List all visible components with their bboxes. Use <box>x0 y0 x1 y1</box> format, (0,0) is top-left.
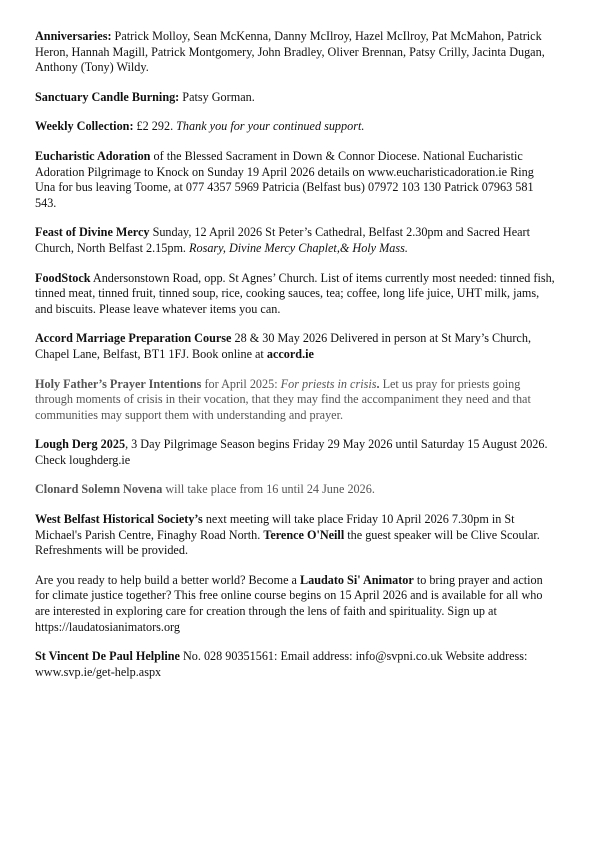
svp-label: St Vincent De Paul Helpline <box>35 649 180 664</box>
laudato-label: Laudato Si' Animator <box>299 572 414 587</box>
eucharistic-adoration-notice <box>35 149 557 211</box>
accord-course-notice <box>35 331 557 362</box>
collection-label: Weekly Collection: <box>35 119 134 134</box>
clonard-novena-notice <box>35 482 557 498</box>
historical-label: West Belfast Historical Society’s <box>35 512 203 527</box>
accord-label: Accord Marriage Preparation Course <box>35 331 232 346</box>
foodstock-label: FoodStock <box>35 270 91 285</box>
laudato-si-notice <box>35 573 557 635</box>
prayer-intentions-notice <box>35 377 557 424</box>
laudato-text: to bring prayer and action for climate justice together? This free online course begins on 15 April 2026 and is available for all who are interested in exploring care for creation through the lens of faith and spirituality. Sign up at https://laudatosianimators.org <box>35 572 543 634</box>
prayer-text: for April 2025: <box>201 376 281 391</box>
lough-label: Lough Derg 2025 <box>35 437 126 452</box>
historical-text: next meeting will take place Friday 10 April 2026 7.30pm in St Michael's Parish Centre, Finaghy Road North. <box>35 512 515 542</box>
historical-society-notice <box>35 512 557 559</box>
sanctuary-candle-notice <box>35 90 557 106</box>
adoration-label: Eucharistic Adoration <box>35 148 151 163</box>
adoration-text: of the Blessed Sacrament in Down & Connor Diocese. National Eucharistic Adoration Pilgrimage to Knock on Sunday 19 April 2026 details on www.eucharisticadoration.ie Ring Una for bus leaving Toome, at 077 4357 5969 Patricia (Belfast bus) 07972 103 130 Patrick 07963 581 543. <box>35 148 534 210</box>
prayer-italic: For priests in crisis <box>280 376 377 391</box>
accord-link[interactable]: accord.ie <box>266 346 314 361</box>
clonard-text: will take place from 16 until 24 June 2026. <box>162 482 375 497</box>
foodstock-notice <box>35 271 557 318</box>
accord-text: 28 & 30 May 2026 Delivered in person at St Mary’s Church, Chapel Lane, Belfast, BT1 1FJ. Book online at <box>35 331 531 361</box>
lough-text: , 3 Day Pilgrimage Season begins Friday 29 May 2026 until Saturday 15 August 2026. Check loughderg.ie <box>35 437 548 467</box>
laudato-pre: Are you ready to help build a better world? Become a <box>35 572 300 587</box>
anniversaries-names: Patrick Molloy, Sean McKenna, Danny McIlroy, Hazel McIlroy, Pat McMahon, Patrick Heron, Hannah Magill, Patrick Montgomery, John Bradley, Oliver Brennan, Patsy Crilly, Jacinta Dugan, Anthony (Tony) Wildy. <box>35 29 545 75</box>
svp-text: No. 028 90351561: Email address: info@svpni.co.uk Website address: www.svp.ie/get-help.aspx <box>35 649 528 679</box>
prayer-rest: Let us pray for priests going through moments of crisis in their vocation, that they may find the accompaniment they need and that communities may support them with understanding and prayer. <box>35 376 531 422</box>
sanctuary-label: Sanctuary Candle Burning: <box>35 89 180 104</box>
foodstock-text: Andersonstown Road, opp. St Agnes’ Church. List of items currently most needed: tinned fish, tinned meat, tinned fruit, tinned soup, rice, cooking sauces, tea; coffee, long life juice, UHT milk, jams, and biscuits. Please leave whatever items you can. <box>35 270 555 316</box>
clonard-label: Clonard Solemn Novena <box>35 482 163 497</box>
anniversaries-notice <box>35 29 557 76</box>
sanctuary-name: Patsy Gorman. <box>179 89 255 104</box>
historical-rest: the guest speaker will be Clive Scoular. Refreshments will be provided. <box>35 527 540 558</box>
weekly-collection-notice <box>35 119 557 135</box>
anniversaries-label: Anniversaries: <box>35 29 112 43</box>
prayer-label: Holy Father’s Prayer Intentions <box>35 376 202 391</box>
collection-amount: £2 292. <box>133 119 177 134</box>
mercy-italic: Rosary, Divine Mercy Chaplet,& Holy Mass. <box>189 240 408 255</box>
lough-derg-notice <box>35 437 557 468</box>
svp-helpline-notice <box>35 649 557 680</box>
mercy-label: Feast of Divine Mercy <box>35 225 150 240</box>
prayer-dot: . <box>376 376 380 391</box>
collection-thanks: Thank you for your continued support. <box>176 119 365 134</box>
historical-speaker: Terence O'Neill <box>263 527 345 542</box>
divine-mercy-notice <box>35 225 557 256</box>
mercy-text: Sunday, 12 April 2026 St Peter’s Cathedral, Belfast 2.30pm and Sacred Heart Church, North Belfast 2.15pm. <box>35 225 530 255</box>
